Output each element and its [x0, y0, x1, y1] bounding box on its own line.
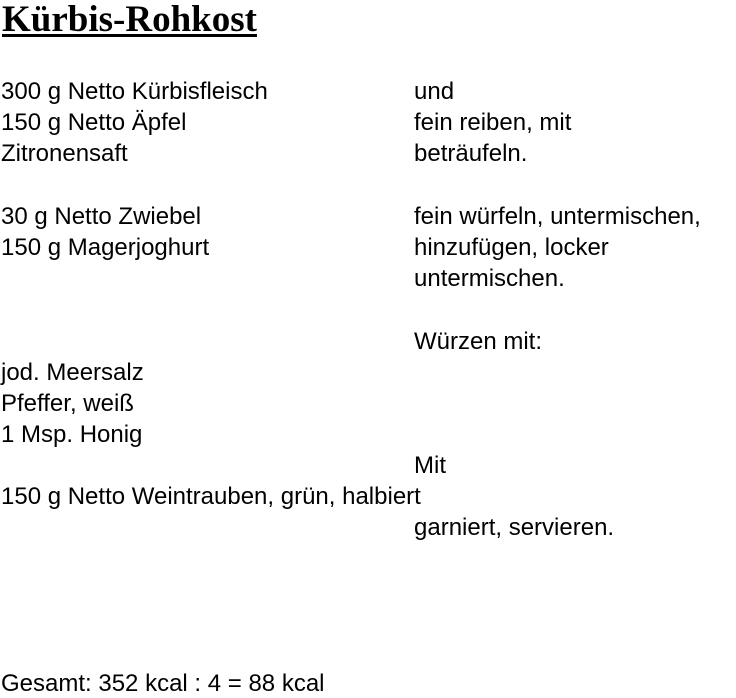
instruction-line: Mit — [414, 452, 446, 479]
ingredient-lemon-juice: Zitronensaft — [1, 140, 128, 167]
calorie-total: Gesamt: 352 kcal : 4 = 88 kcal — [1, 670, 325, 697]
instruction-line: hinzufügen, locker — [414, 234, 609, 261]
ingredient-grapes: 150 g Netto Weintrauben, grün, halbiert — [1, 483, 421, 510]
ingredient-honey: 1 Msp. Honig — [1, 421, 143, 448]
instruction-line: fein reiben, mit — [414, 109, 572, 136]
instruction-line: garniert, servieren. — [414, 514, 615, 541]
instruction-line: untermischen. — [414, 265, 565, 292]
ingredient-sea-salt: jod. Meersalz — [1, 359, 144, 386]
recipe-title: Kürbis-Rohkost — [2, 0, 257, 40]
ingredient-onion: 30 g Netto Zwiebel — [1, 203, 202, 230]
ingredient-apples: 150 g Netto Äpfel — [1, 109, 187, 136]
instruction-line: beträufeln. — [414, 140, 528, 167]
ingredient-yogurt: 150 g Magerjoghurt — [1, 234, 210, 261]
ingredient-pumpkin: 300 g Netto Kürbisfleisch — [1, 78, 268, 105]
instruction-line: Würzen mit: — [414, 328, 543, 355]
instruction-line: und — [414, 78, 455, 105]
ingredient-pepper: Pfeffer, weiß — [1, 390, 134, 417]
instruction-line: fein würfeln, untermischen, — [414, 203, 701, 230]
